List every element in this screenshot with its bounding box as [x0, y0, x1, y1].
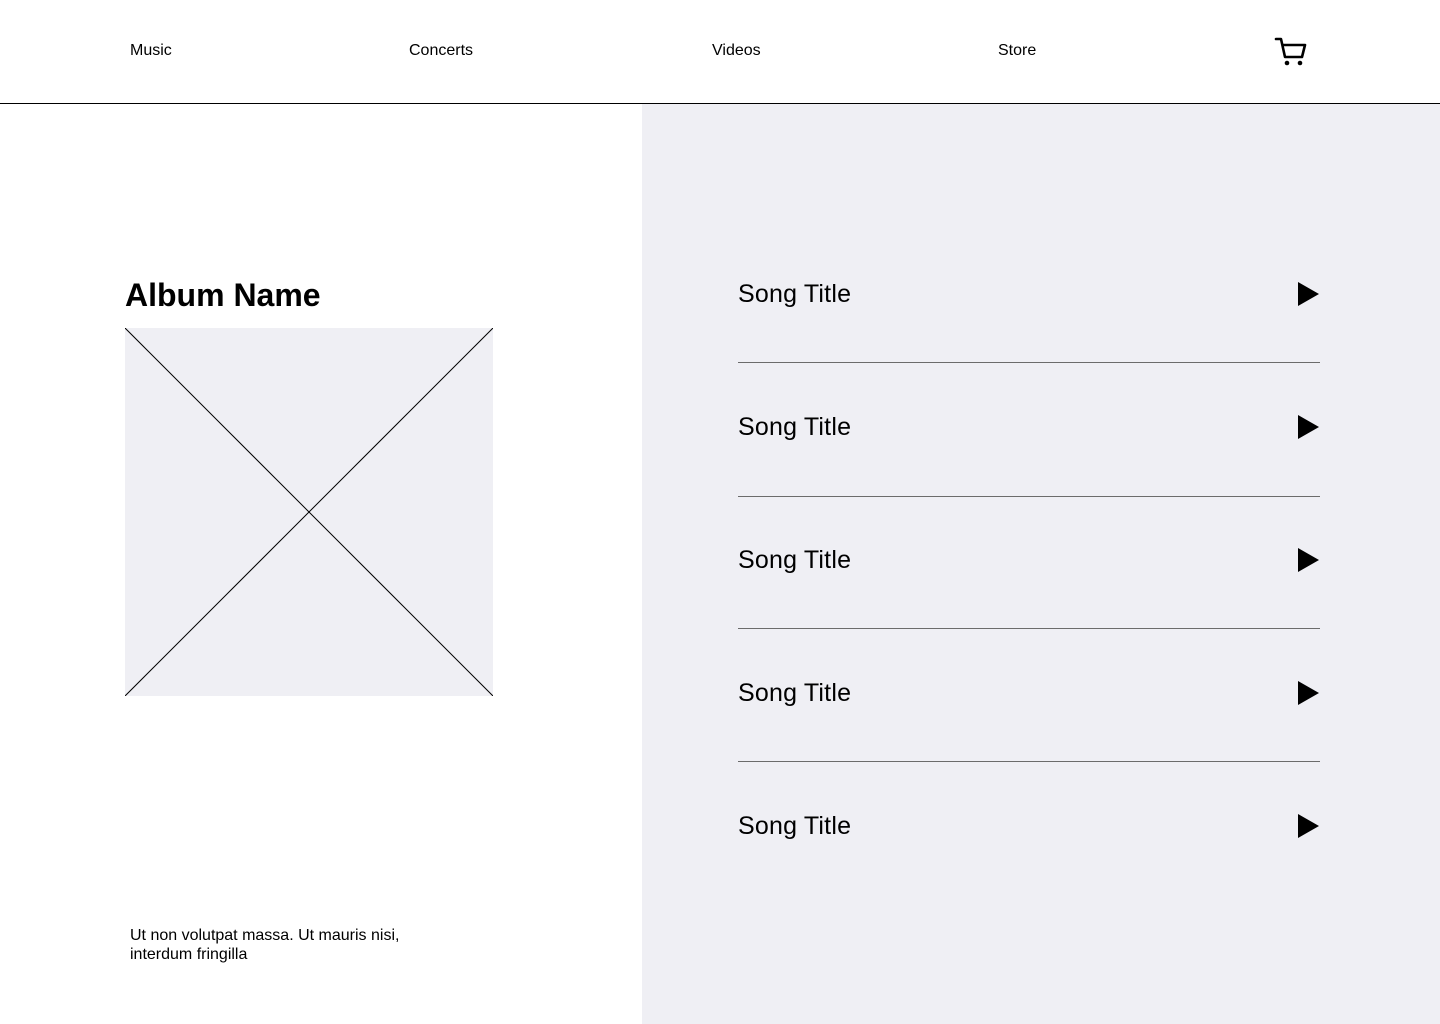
song-title: Song Title [738, 280, 852, 308]
nav-link-concerts[interactable]: Concerts [409, 42, 474, 59]
song-title: Song Title [738, 679, 852, 707]
album-description: Ut non volutpat massa. Ut mauris nisi, interdum fringilla [130, 927, 400, 963]
image-placeholder-icon [125, 328, 493, 696]
nav-link-videos[interactable]: Videos [712, 42, 761, 59]
album-title: Album Name [125, 277, 321, 313]
song-list-panel [642, 104, 1440, 1024]
song-row[interactable] [738, 267, 1320, 327]
song-title: Song Title [738, 413, 852, 441]
divider [738, 761, 1320, 762]
song-row[interactable] [738, 666, 1320, 726]
nav-link-store[interactable]: Store [998, 42, 1037, 59]
top-navigation [0, 0, 1440, 104]
divider [738, 362, 1320, 363]
divider [738, 628, 1320, 629]
song-row[interactable] [738, 533, 1320, 593]
song-row[interactable] [738, 799, 1320, 859]
nav-link-music[interactable]: Music [130, 42, 172, 59]
divider [738, 496, 1320, 497]
play-icon[interactable] [1296, 547, 1320, 573]
play-icon[interactable] [1296, 281, 1320, 307]
album-panel [0, 104, 642, 1024]
play-icon[interactable] [1296, 813, 1320, 839]
play-icon[interactable] [1296, 414, 1320, 440]
play-icon[interactable] [1296, 680, 1320, 706]
shopping-cart-icon[interactable] [1274, 36, 1308, 68]
song-row[interactable] [738, 400, 1320, 460]
song-title: Song Title [738, 812, 852, 840]
song-title: Song Title [738, 546, 852, 574]
